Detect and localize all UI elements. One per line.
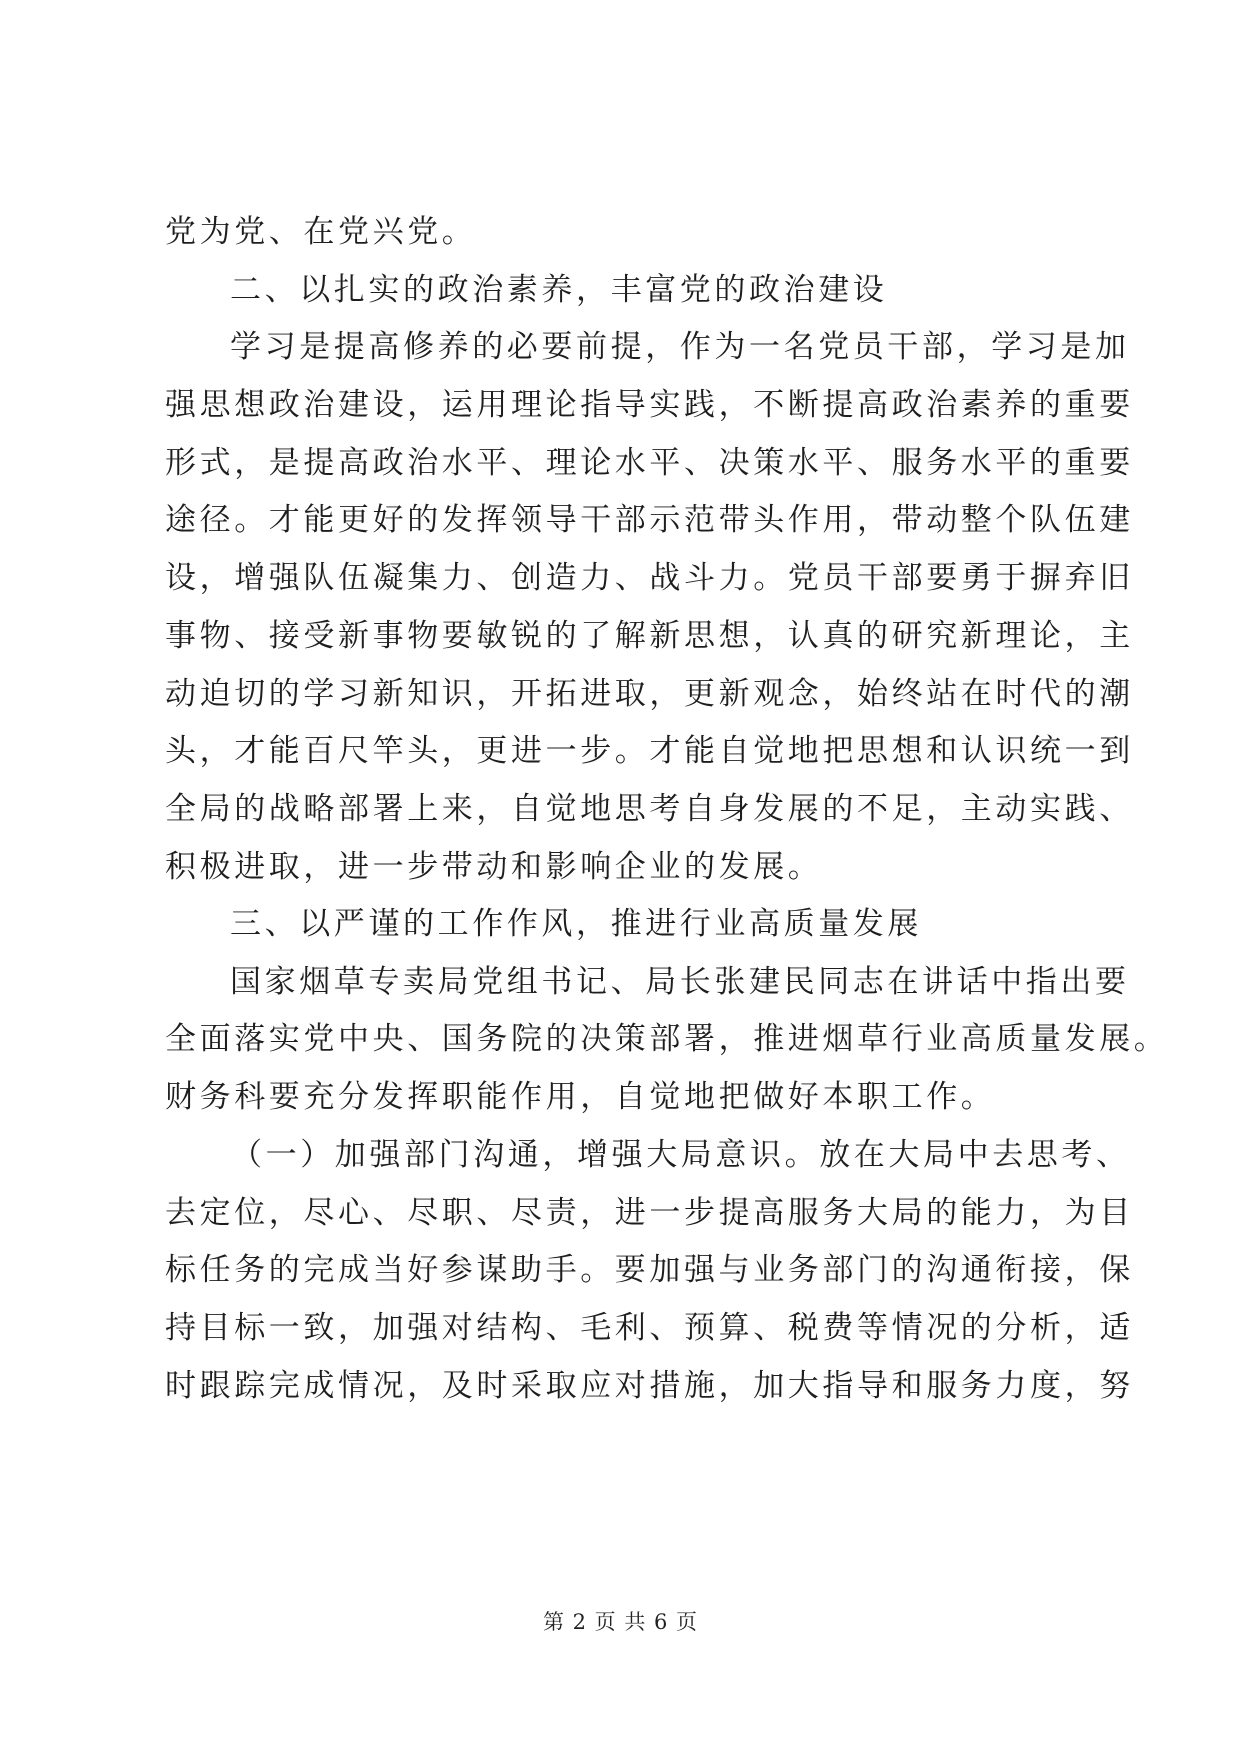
text-line-18: 去定位，尽心、尽职、尽责，进一步提高服务大局的能力，为目: [165, 1195, 1134, 1231]
text-line-6: 途径。才能更好的发挥领导干部示范带头作用，带动整个队伍建: [165, 502, 1134, 538]
text-line-3: 学习是提高修养的必要前提，作为一名党员干部，学习是加: [230, 329, 1130, 365]
section-heading-2: 二、以扎实的政治素养，丰富党的政治建设: [230, 272, 888, 308]
text-line-4: 强思想政治建设，运用理论指导实践，不断提高政治素养的重要: [165, 387, 1134, 423]
text-line-20: 持目标一致，加强对结构、毛利、预算、税费等情况的分析，适: [165, 1310, 1134, 1346]
text-line-10: 头，才能百尺竿头，更进一步。才能自觉地把思想和认识统一到: [165, 733, 1134, 769]
text-line-11: 全局的战略部署上来，自觉地思考自身发展的不足，主动实践、: [165, 791, 1134, 827]
text-line-12: 积极进取，进一步带动和影响企业的发展。: [165, 849, 823, 885]
subsection-heading-1: （一）加强部门沟通，增强大局意识。放在大局中去思考、: [231, 1137, 1131, 1173]
text-line-8: 事物、接受新事物要敏锐的了解新思想，认真的研究新理论，主: [165, 618, 1134, 654]
text-line-19: 标任务的完成当好参谋助手。要加强与业务部门的沟通衔接，保: [165, 1252, 1134, 1288]
text-line-15: 全面落实党中央、国务院的决策部署，推进烟草行业高质量发展。: [165, 1021, 1169, 1057]
text-line-21: 时跟踪完成情况，及时采取应对措施，加大指导和服务力度，努: [165, 1368, 1134, 1404]
text-line-16: 财务科要充分发挥职能作用，自觉地把做好本职工作。: [165, 1079, 996, 1115]
text-line-1: 党为党、在党兴党。: [165, 214, 477, 250]
text-line-14: 国家烟草专卖局党组书记、局长张建民同志在讲话中指出要: [230, 964, 1130, 1000]
section-heading-3: 三、以严谨的工作作风，推进行业高质量发展: [230, 906, 922, 942]
text-line-9: 动迫切的学习新知识，开拓进取，更新观念，始终站在时代的潮: [165, 676, 1134, 712]
page-number-footer: 第 2 页 共 6 页: [542, 1610, 699, 1634]
text-line-5: 形式，是提高政治水平、理论水平、决策水平、服务水平的重要: [165, 445, 1134, 481]
text-line-7: 设，增强队伍凝集力、创造力、战斗力。党员干部要勇于摒弃旧: [165, 560, 1134, 596]
